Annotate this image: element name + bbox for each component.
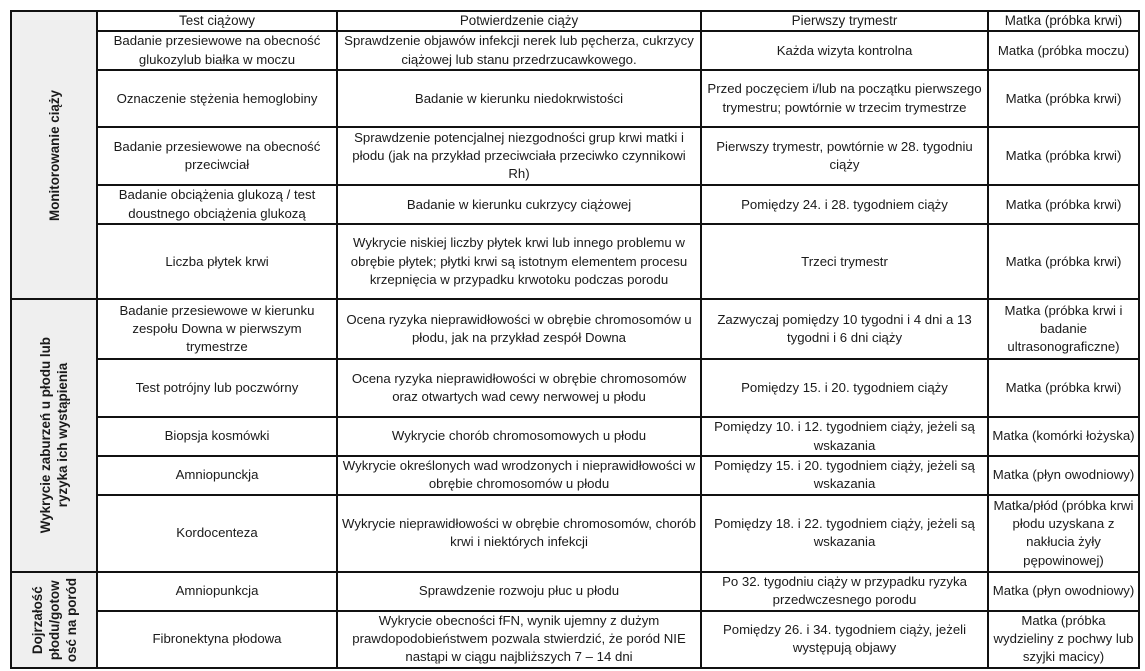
header-cell: Pierwszy trymestr [701,11,988,31]
header-cell: Test ciążowy [97,11,337,31]
purpose-cell: Badanie w kierunku cukrzycy ciążowej [337,185,701,224]
test-name-cell: Badanie obciążenia glukozą / test doustnego obciążenia glukozą [97,185,337,224]
table-row [11,31,1139,70]
header-cell: Matka (próbka krwi) [988,11,1139,31]
group-cell-fetal-maturity [11,572,97,668]
header-cell: Potwierdzenie ciąży [337,11,701,31]
sample-cell: Matka (próbka krwi) [988,185,1139,224]
timing-cell: Każda wizyta kontrolna [701,31,988,70]
sample-cell: Matka (próbka krwi i badanie ultrasonograficzne) [988,299,1139,359]
purpose-cell: Wykrycie niskiej liczby płytek krwi lub innego problemu w obrębie płytek; płytki krwi są istotnym elementem procesu krzepnięcia w przypadku krwotoku podczas porodu [337,224,701,299]
timing-cell: Pomiędzy 10. i 12. tygodniem ciąży, jeżeli są wskazania [701,417,988,456]
timing-cell: Przed poczęciem i/lub na początku pierwszego trymestru; powtórnie w trzecim trymestrze [701,70,988,127]
sample-cell: Matka (próbka wydzieliny z pochwy lub szyjki macicy) [988,611,1139,668]
prenatal-tests-table [10,10,1140,669]
table-row [11,127,1139,185]
timing-cell: Pomiędzy 15. i 20. tygodniem ciąży [701,359,988,417]
purpose-cell: Badanie w kierunku niedokrwistości [337,70,701,127]
test-name-cell: Biopsja kosmówki [97,417,337,456]
test-name-cell: Oznaczenie stężenia hemoglobiny [97,70,337,127]
sample-cell: Matka (próbka krwi) [988,127,1139,185]
sample-cell: Matka (próbka krwi) [988,224,1139,299]
table-row [11,417,1139,456]
purpose-cell: Sprawdzenie potencjalnej niezgodności grup krwi matki i płodu (jak na przykład przeciwciała przeciwko czynnikowi Rh) [337,127,701,185]
timing-cell: Pomiędzy 18. i 22. tygodniem ciąży, jeżeli są wskazania [701,495,988,572]
sample-cell: Matka (próbka krwi) [988,70,1139,127]
test-name-cell: Amniopunkcja [97,572,337,611]
sample-cell: Matka (próbka moczu) [988,31,1139,70]
purpose-cell: Wykrycie określonych wad wrodzonych i nieprawidłowości w obrębie chromosomów u płodu [337,456,701,495]
purpose-cell: Ocena ryzyka nieprawidłowości w obrębie chromosomów oraz otwartych wad cewy nerwowej u płodu [337,359,701,417]
timing-cell: Zazwyczaj pomiędzy 10 tygodni i 4 dni a 13 tygodni i 6 dni ciąży [701,299,988,359]
sample-cell: Matka (płyn owodniowy) [988,572,1139,611]
group-cell-fetal-disorders [11,299,97,572]
test-name-cell: Badanie przesiewowe na obecność przeciwciał [97,127,337,185]
test-name-cell: Kordocenteza [97,495,337,572]
timing-cell: Trzeci trymestr [701,224,988,299]
header-row [11,11,1139,31]
purpose-cell: Sprawdzenie rozwoju płuc u płodu [337,572,701,611]
test-name-cell: Badanie przesiewowe w kierunku zespołu Downa w pierwszym trymestrze [97,299,337,359]
test-name-cell: Fibronektyna płodowa [97,611,337,668]
timing-cell: Pomiędzy 26. i 34. tygodniem ciąży, jeżeli występują objawy [701,611,988,668]
timing-cell: Pierwszy trymestr, powtórnie w 28. tygodniu ciąży [701,127,988,185]
timing-cell: Po 32. tygodniu ciąży w przypadku ryzyka przedwczesnego porodu [701,572,988,611]
purpose-cell: Ocena ryzyka nieprawidłowości w obrębie chromosomów u płodu, jak na przykład zespół Downa [337,299,701,359]
sample-cell: Matka/płód (próbka krwi płodu uzyskana z nakłucia żyły pępowinowej) [988,495,1139,572]
purpose-cell: Sprawdzenie objawów infekcji nerek lub pęcherza, cukrzycy ciążowej lub stanu przedrzucawkowego. [337,31,701,70]
table-row [11,572,1139,611]
sample-cell: Matka (komórki łożyska) [988,417,1139,456]
timing-cell: Pomiędzy 24. i 28. tygodniem ciąży [701,185,988,224]
table-row [11,70,1139,127]
group-label: Wykrycie zaburzeń u płodu lub ryzyka ich wystąpienia [38,337,70,534]
group-label: Monitorowanie ciąży [46,89,62,221]
group-cell-monitoring [11,11,97,299]
timing-cell: Pomiędzy 15. i 20. tygodniem ciąży, jeżeli są wskazania [701,456,988,495]
group-label: Dojrzałość płodu/gotow osć na poród [29,577,79,662]
test-name-cell: Test potrójny lub poczwórny [97,359,337,417]
sample-cell: Matka (próbka krwi) [988,359,1139,417]
table-row [11,185,1139,224]
table-row [11,456,1139,495]
table-row [11,495,1139,572]
purpose-cell: Wykrycie chorób chromosomowych u płodu [337,417,701,456]
test-name-cell: Liczba płytek krwi [97,224,337,299]
purpose-cell: Wykrycie obecności fFN, wynik ujemny z dużym prawdopodobieństwem pozwala stwierdzić, że poród NIE nastąpi w ciągu najbliższych 7 – 14 dni [337,611,701,668]
test-name-cell: Badanie przesiewowe na obecność glukozylub białka w moczu [97,31,337,70]
table-row [11,224,1139,299]
table-row [11,611,1139,668]
table-row [11,299,1139,359]
sample-cell: Matka (płyn owodniowy) [988,456,1139,495]
table-row [11,359,1139,417]
test-name-cell: Amniopunckja [97,456,337,495]
purpose-cell: Wykrycie nieprawidłowości w obrębie chromosomów, chorób krwi i niektórych infekcji [337,495,701,572]
